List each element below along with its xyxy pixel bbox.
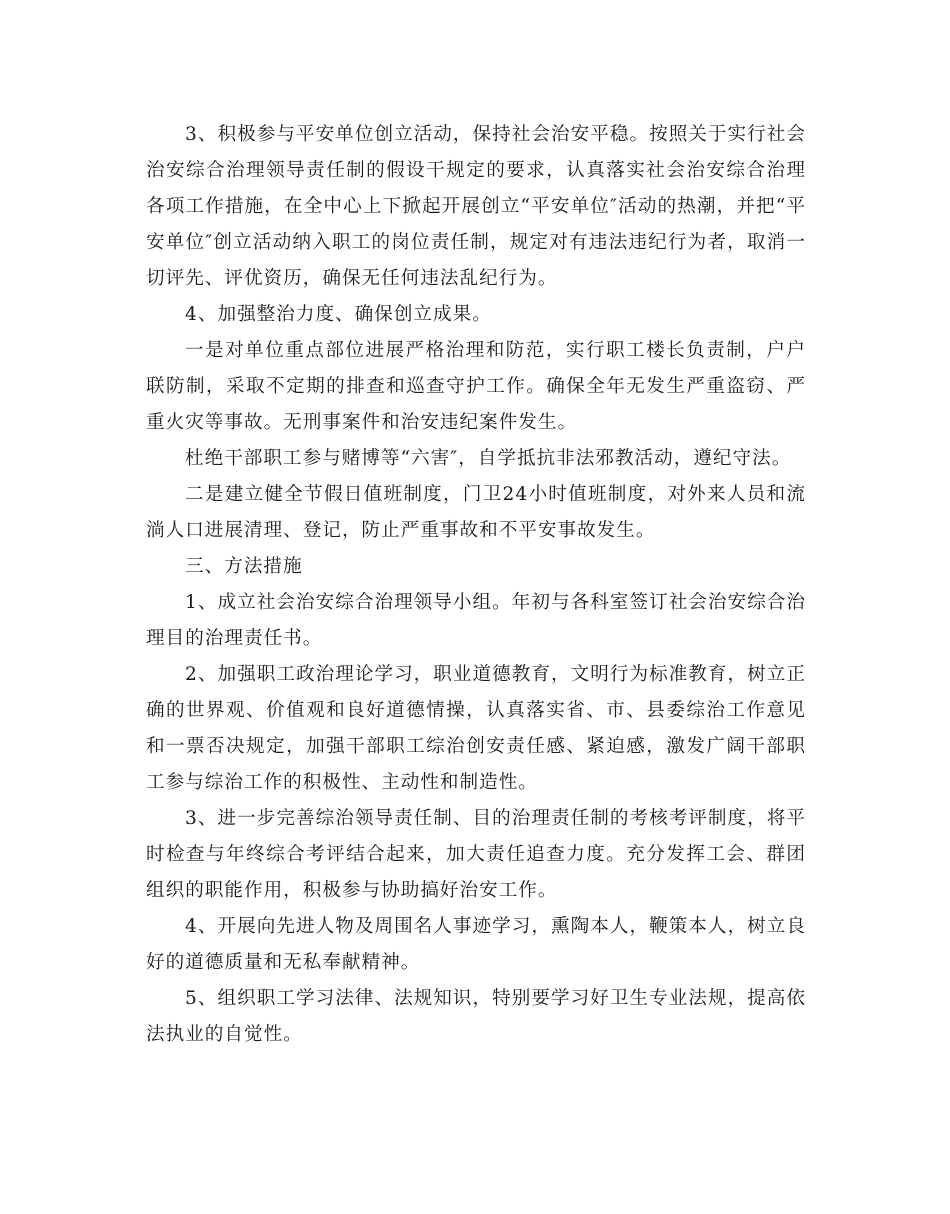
section-heading: 三、方法措施 [185, 556, 303, 577]
document-body [146, 117, 806, 1053]
paragraph: 4、开展向先进人物及周围名人事迹学习，熏陶本人，鞭策本人，树立良好的道德质量和无私奉献精神。 [146, 916, 806, 973]
paragraph: 3、进一步完善综治领导责任制、目的治理责任制的考核考评制度，将平时检查与年终综合考评结合起来，加大责任追查力度。充分发挥工会、群团组织的职能作用，积极参与协助搞好治安工作。 [146, 808, 806, 901]
paragraph: 一是对单位重点部位进展严格治理和防范，实行职工楼长负责制，户户联防制，采取不定期的排查和巡查守护工作。确保全年无发生严重盗窃、严重火灾等事故。无刑事案件和治安违纪案件发生。 [146, 340, 806, 433]
paragraph: 杜绝干部职工参与赌博等“六害″，自学抵抗非法邪教活动，遵纪守法。 [185, 448, 792, 469]
paragraph: 1、成立社会治安综合治理领导小组。年初与各科室签订社会治安综合治理目的治理责任书。 [146, 592, 806, 649]
paragraph: 2、加强职工政治理论学习，职业道德教育，文明行为标准教育，树立正确的世界观、价值观和良好道德情操，认真落实省、市、县委综治工作意见和一票否决规定，加强干部职工综治创安责任感、紧迫感，激发广阔干部职工参与综治工作的积极性、主动性和制造性。 [146, 664, 806, 793]
paragraph: 二是建立健全节假日值班制度，门卫24小时值班制度，对外来人员和流淌人口进展清理、登记，防止严重事故和不平安事故发生。 [146, 484, 806, 541]
paragraph: 4、加强整治力度、确保创立成果。 [185, 304, 492, 325]
paragraph: 5、组织职工学习法律、法规知识，特别要学习好卫生专业法规，提高依法执业的自觉性。 [146, 988, 806, 1045]
paragraph: 3、积极参与平安单位创立活动，保持社会治安平稳。按照关于实行社会治安综合治理领导责任制的假设干规定的要求，认真落实社会治安综合治理各项工作措施，在全中心上下掀起开展创立“平安单位″活动的热潮，并把“平安单位″创立活动纳入职工的岗位责任制，规定对有违法违纪行为者，取消一切评先、评优资历，确保无任何违法乱纪行为。 [146, 124, 806, 289]
